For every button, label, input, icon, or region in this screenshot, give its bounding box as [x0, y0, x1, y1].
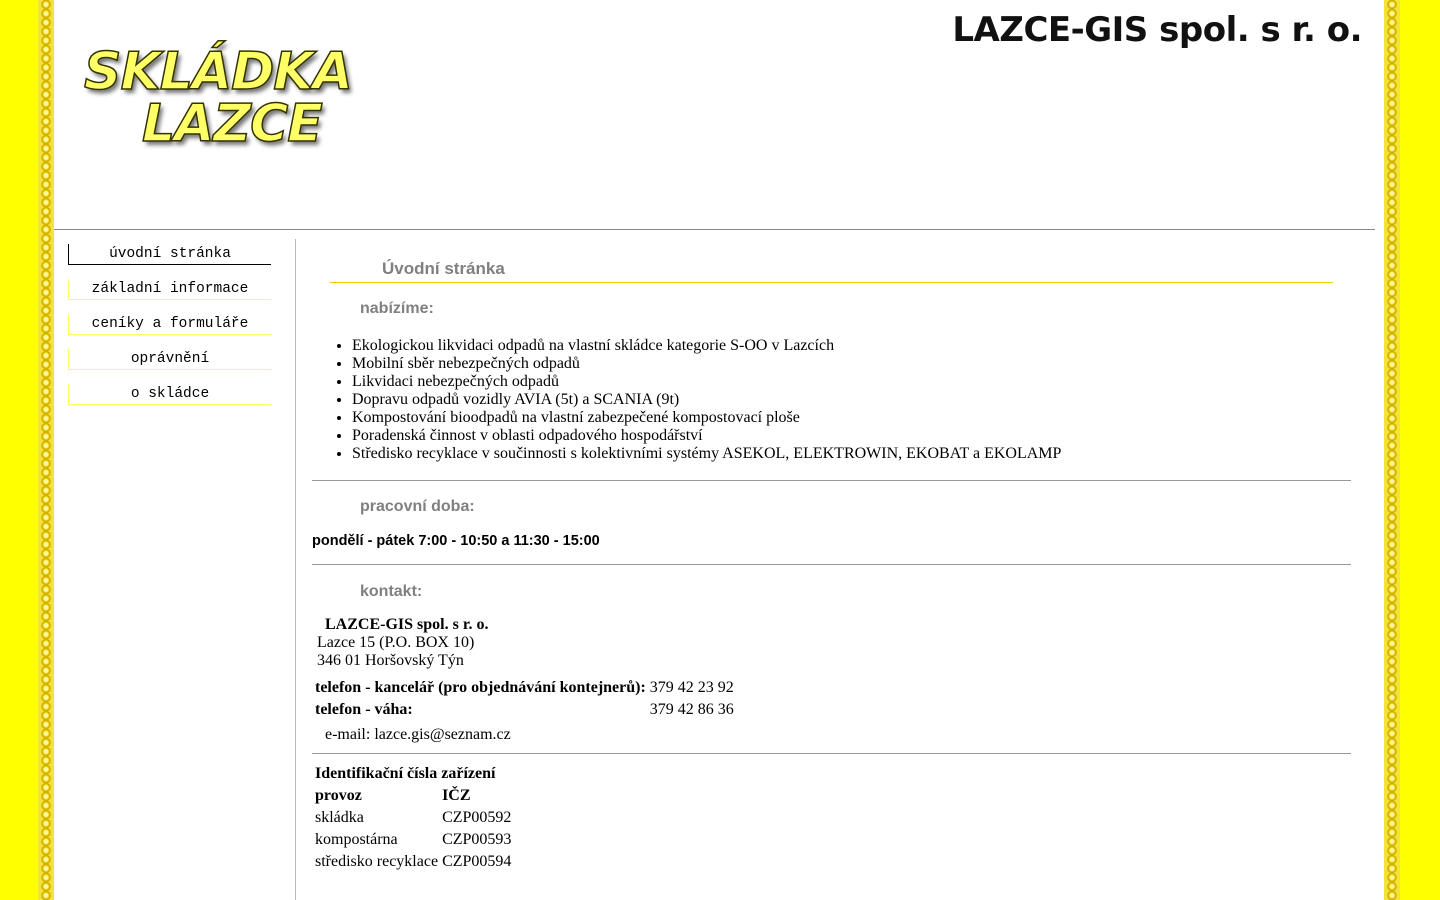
contact-company-name: LAZCE-GIS spol. s r. o. — [325, 616, 489, 633]
table-row — [315, 851, 515, 873]
hours-heading: pracovní doba: — [360, 498, 475, 515]
column-header-provoz: provoz — [315, 787, 362, 804]
section-divider — [312, 753, 1351, 754]
sidebar-nav — [68, 244, 271, 419]
cell-provoz: středisko recyklace — [315, 853, 439, 870]
logo-line-lazce: LAZCE — [142, 94, 322, 154]
cell-icz: CZP00593 — [442, 831, 512, 848]
section-divider — [312, 480, 1351, 481]
facility-id-table — [315, 763, 515, 873]
nav-item-ceniky-a-formulare[interactable]: ceníky a formuláře — [68, 314, 271, 335]
list-item: • Středisko recyklace v součinnosti s kolektivními systémy ASEKOL, ELEKTROWIN, EKOBAT a EKOLAMP — [352, 445, 1061, 463]
nav-item-uvodni-stranka[interactable]: úvodní stránka — [68, 244, 271, 265]
sidebar-divider — [295, 239, 296, 900]
company-name-header: LAZCE-GIS spol. s r. o. — [952, 10, 1362, 50]
cell-icz: CZP00594 — [442, 853, 512, 870]
page-title: Úvodní stránka — [382, 259, 505, 278]
contact-address-line2: 346 01 Horšovský Týn — [317, 652, 464, 669]
phone-label: telefon - váha: — [315, 701, 413, 718]
list-item: • Ekologickou likvidaci odpadů na vlastní skládce kategorie S-OO v Lazcích — [352, 337, 1061, 355]
opening-hours: pondělí - pátek 7:00 - 10:50 a 11:30 - 15:00 — [312, 533, 600, 549]
column-header-icz: IČZ — [442, 787, 471, 804]
table-row — [315, 829, 515, 851]
cell-provoz: kompostárna — [315, 831, 398, 848]
left-decorative-border — [38, 0, 54, 900]
logo-line-skladka: SKLÁDKA — [84, 42, 352, 102]
nav-item-o-skladce[interactable]: o skládce — [68, 384, 271, 405]
list-item: • Mobilní sběr nebezpečných odpadů — [352, 355, 1061, 373]
table-row — [315, 807, 515, 829]
cell-provoz: skládka — [315, 809, 364, 826]
cell-icz: CZP00592 — [442, 809, 512, 826]
phone-number: 379 42 86 36 — [649, 701, 734, 718]
table-row — [315, 677, 738, 699]
title-underline — [330, 282, 1333, 283]
content-area — [54, 0, 1384, 900]
section-divider — [312, 564, 1351, 565]
list-item: • Kompostování bioodpadů na vlastní zabezpečené kompostovací ploše — [352, 409, 1061, 427]
nav-item-opravneni[interactable]: oprávnění — [68, 349, 271, 370]
table-header-row — [315, 785, 515, 807]
contact-address-line1: Lazce 15 (P.O. BOX 10) — [317, 634, 475, 651]
right-decorative-border — [1384, 0, 1400, 900]
list-item: • Likvidaci nebezpečných odpadů — [352, 373, 1061, 391]
table-row — [315, 699, 738, 721]
phone-table — [315, 677, 738, 721]
nav-item-zakladni-informace[interactable]: základní informace — [68, 279, 271, 300]
logo[interactable] — [84, 40, 404, 160]
phone-number: 379 42 23 92 — [649, 679, 734, 696]
list-item: • Poradenská činnost v oblasti odpadového hospodářství — [352, 427, 1061, 445]
table-row — [315, 763, 515, 785]
list-item: • Dopravu odpadů vozidly AVIA (5t) a SCANIA (9t) — [352, 391, 1061, 409]
offer-heading: nabízíme: — [360, 300, 434, 317]
offer-list — [312, 337, 1061, 463]
phone-label: telefon - kancelář (pro objednávání kontejnerů): — [315, 679, 646, 696]
contact-email[interactable]: e-mail: lazce.gis@seznam.cz — [325, 726, 511, 743]
facility-id-title: Identifikační čísla zařízení — [315, 765, 496, 782]
contact-heading: kontakt: — [360, 583, 423, 600]
header-divider — [54, 229, 1375, 230]
contact-address — [317, 616, 488, 670]
